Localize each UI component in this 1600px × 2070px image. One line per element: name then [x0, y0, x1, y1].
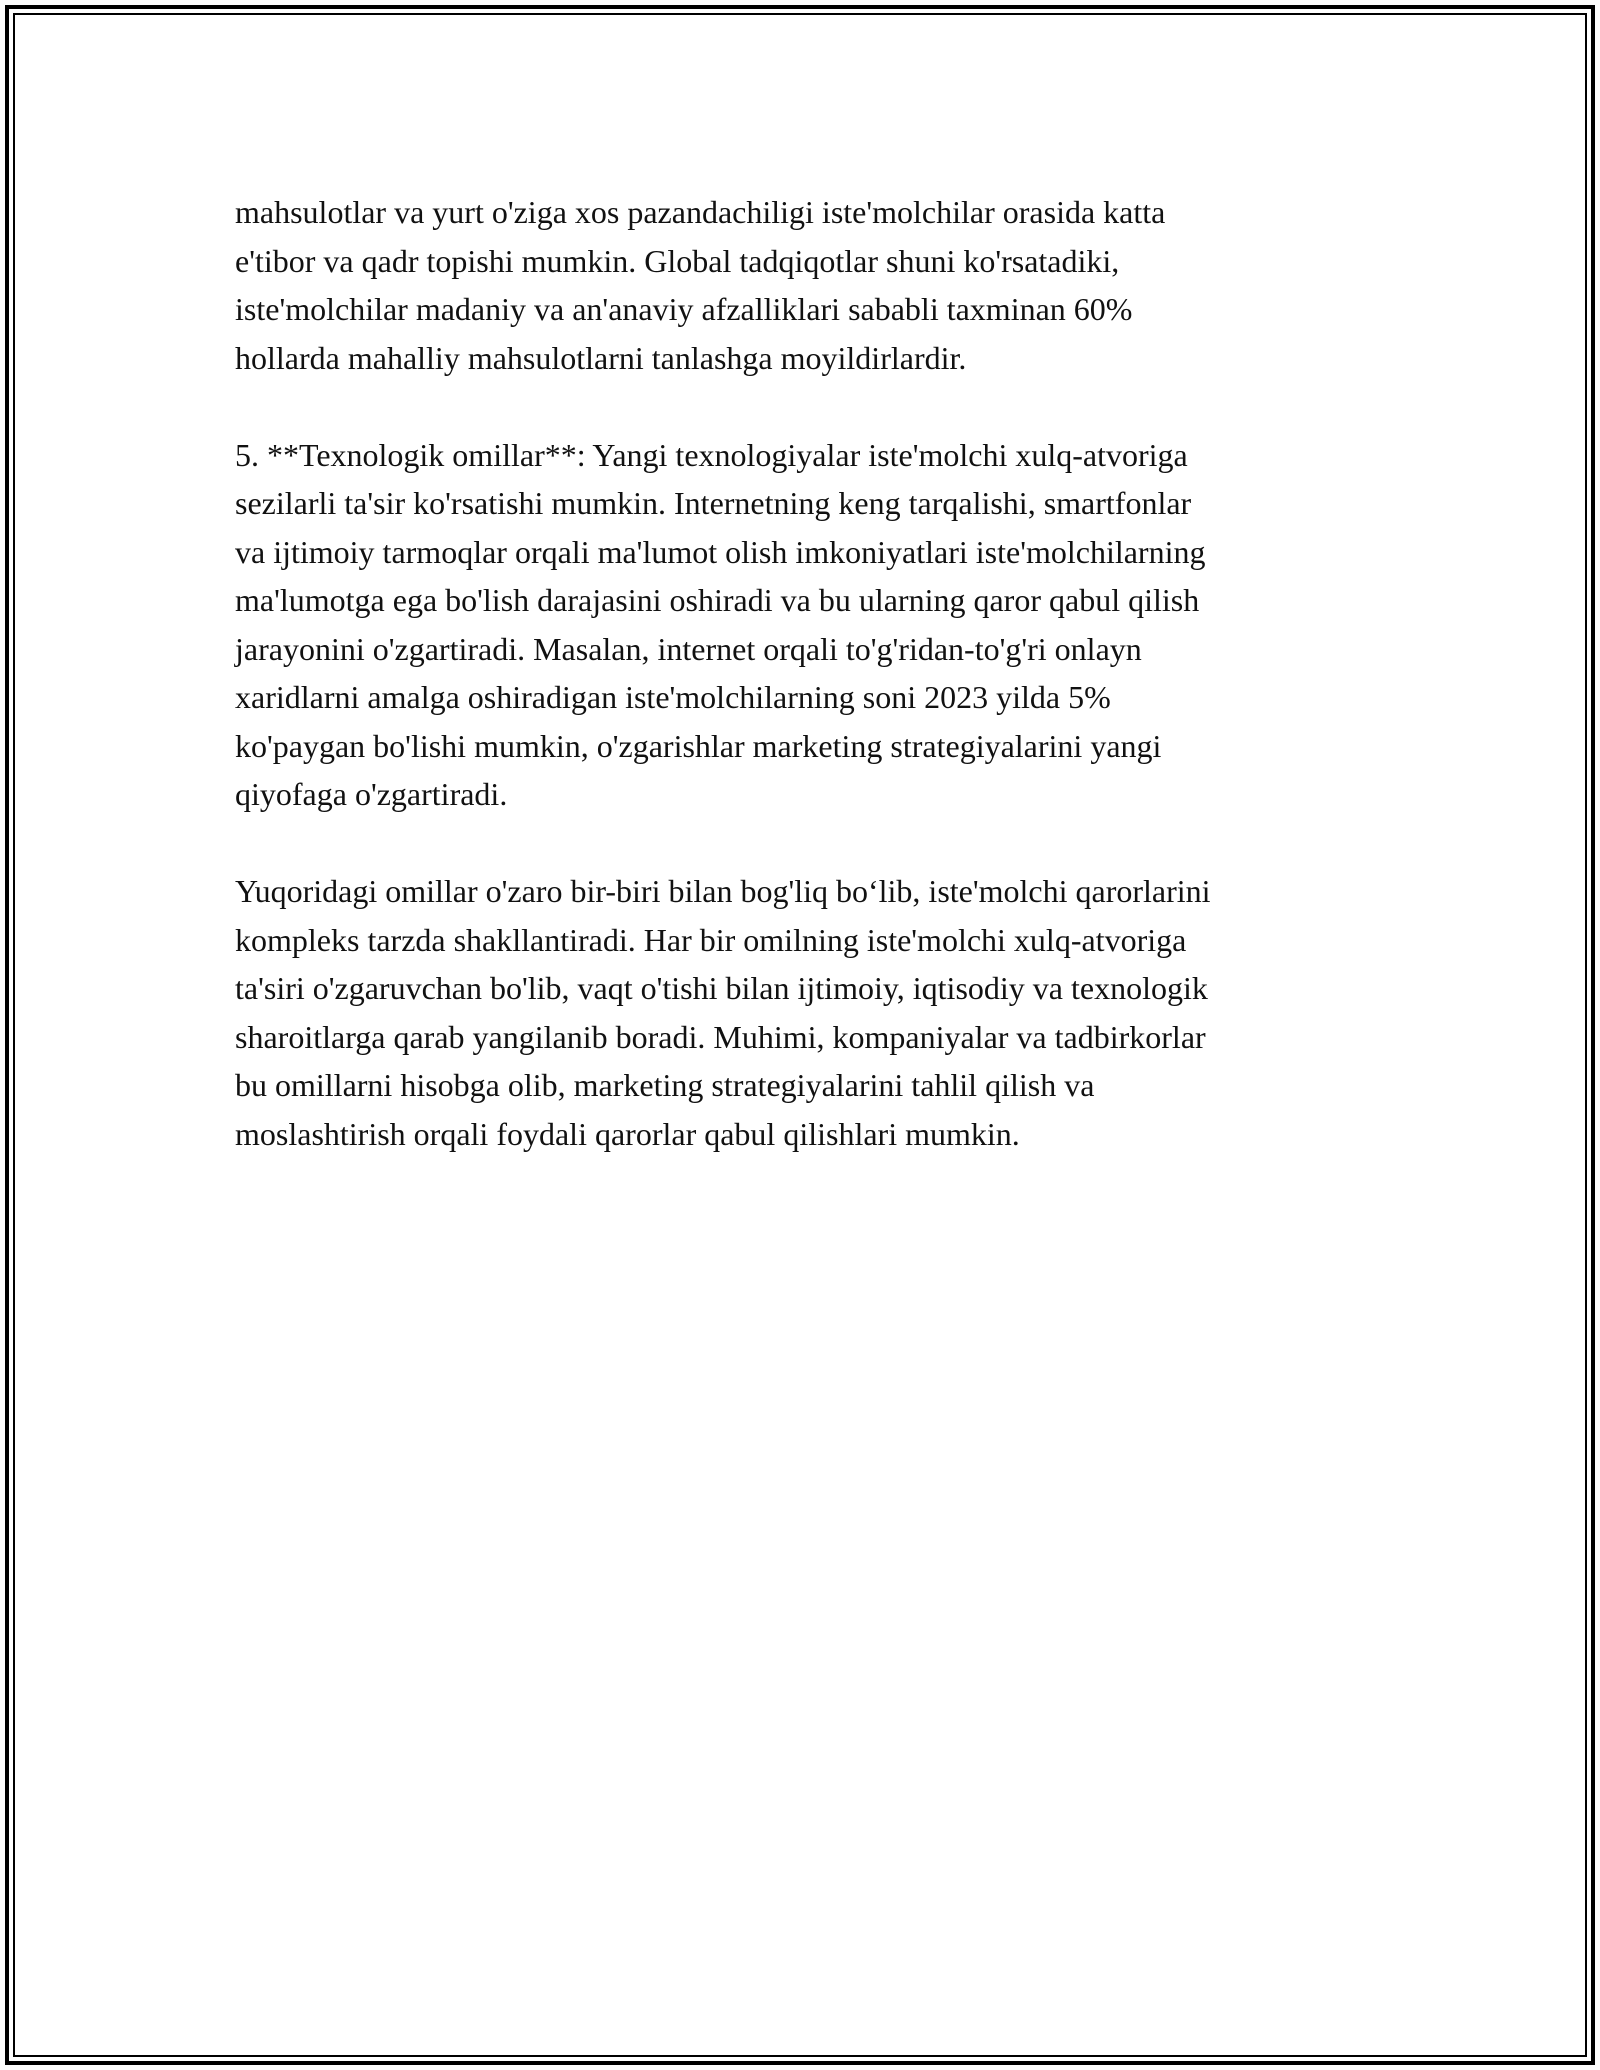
text-line: bu omillarni hisobga olib, marketing strategiyalarini tahlil qilish va — [235, 1067, 1095, 1103]
text-line: ko'paygan bo'lishi mumkin, o'zgarishlar marketing strategiyalarini yangi — [235, 727, 1162, 764]
text-line: ma'lumotga ega bo'lish darajasini oshiradi va bu ularning qaror qabul qilish — [235, 582, 1200, 618]
text-line: Yuqoridagi omillar o'zaro bir-biri bilan bog'liq bo‘lib, iste'molchi qarorlarini — [235, 873, 1211, 909]
text-line: iste'molchilar madaniy va an'anaviy afzalliklari sababli taxminan 60% — [235, 291, 1133, 327]
text-line: sharoitlarga qarab yangilanib boradi. Muhimi, kompaniyalar va tadbirkorlar — [235, 1018, 1206, 1055]
text-line: ta'siri o'zgaruvchan bo'lib, vaqt o'tishi bilan ijtimoiy, iqtisodiy va texnologik — [235, 970, 1208, 1006]
paragraph-conclusion — [235, 867, 1365, 1158]
paragraph-local-preferences — [235, 188, 1365, 382]
text-line: va ijtimoiy tarmoqlar orqali ma'lumot olish imkoniyatlari iste'molchilarning — [235, 533, 1206, 570]
paragraph-technological-factors — [235, 431, 1365, 819]
text-line: 5. **Texnologik omillar**: Yangi texnologiyalar iste'molchi xulq-atvoriga — [235, 436, 1188, 473]
text-line: hollarda mahalliy mahsulotlarni tanlashga moyildirlardir. — [235, 339, 967, 376]
text-line: sezilarli ta'sir ko'rsatishi mumkin. Internetning keng tarqalishi, smartfonlar — [235, 485, 1192, 521]
text-line: xaridlarni amalga oshiradigan iste'molchilarning soni 2023 yilda 5% — [235, 679, 1111, 715]
text-line: moslashtirish orqali foydali qarorlar qabul qilishlari mumkin. — [235, 1115, 1020, 1152]
document-body — [235, 188, 1365, 1158]
text-line: jarayonini o'zgartiradi. Masalan, internet orqali to'g'ridan-to'g'ri onlayn — [235, 630, 1142, 667]
text-line: kompleks tarzda shakllantiradi. Har bir omilning iste'molchi xulq-atvoriga — [235, 921, 1187, 958]
text-line: mahsulotlar va yurt o'ziga xos pazandachiligi iste'molchilar orasida katta — [235, 194, 1166, 230]
text-line: e'tibor va qadr topishi mumkin. Global tadqiqotlar shuni ko'rsatadiki, — [235, 242, 1120, 279]
text-line: qiyofaga o'zgartiradi. — [235, 776, 508, 812]
